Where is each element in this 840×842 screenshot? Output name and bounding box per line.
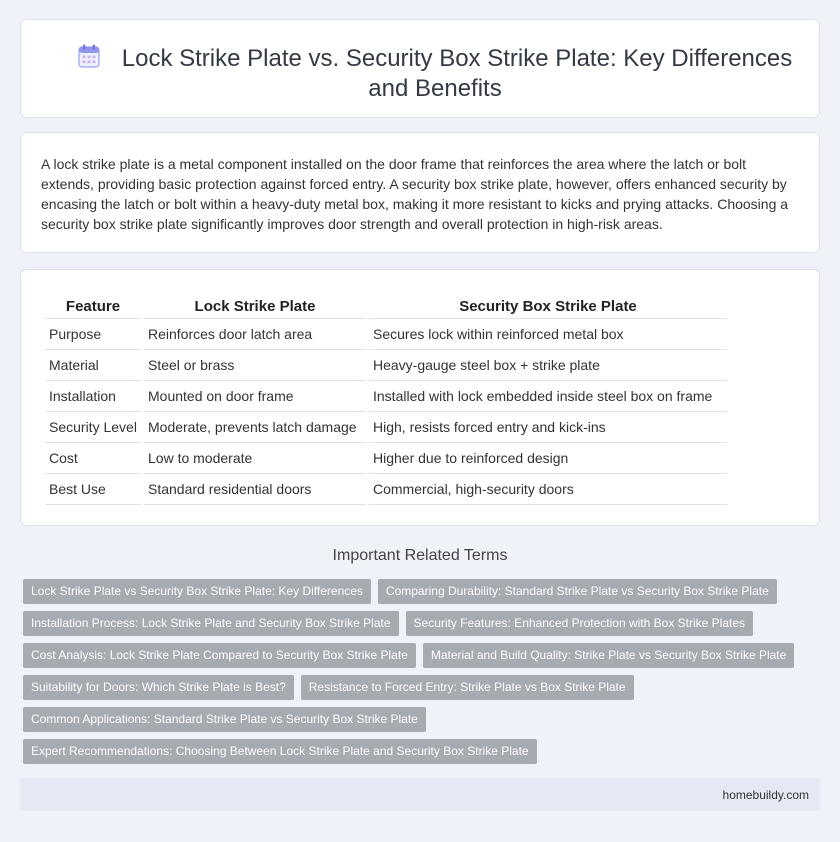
related-terms-list — [23, 579, 803, 771]
table-cell: Moderate, prevents latch damage — [144, 412, 366, 443]
table-cell: Low to moderate — [144, 443, 366, 474]
related-terms-heading: Important Related Terms — [332, 547, 508, 564]
intro-paragraph: A lock strike plate is a metal component installed on the door frame that reinforces the area where the latch or bolt extends, providing basic protection against forced entry. A security box strike plate, however, offers enhanced security by encasing the latch or bolt within a heavy-duty metal box, making it more resistant to kicks and prying attacks. Choosing a security box strike plate significantly improves door strength and overall protection in high-risk areas. — [41, 156, 789, 232]
page-title-text: Lock Strike Plate vs. Security Box Strike Plate: Key Differences and Benefits — [121, 45, 793, 102]
table-cell: High, resists forced entry and kick-ins — [369, 412, 727, 443]
related-term-tag[interactable]: Cost Analysis: Lock Strike Plate Compared to Security Box Strike Plate — [23, 643, 416, 668]
table-cell: Mounted on door frame — [144, 381, 366, 412]
header-lock-strike-plate: Lock Strike Plate — [144, 295, 366, 319]
table-cell: Cost — [45, 443, 141, 474]
table-row — [45, 319, 727, 350]
header-security-box-strike-plate: Security Box Strike Plate — [369, 295, 727, 319]
table-row — [45, 350, 727, 381]
table-cell: Commercial, high-security doors — [369, 474, 727, 505]
table-cell: Heavy-gauge steel box + strike plate — [369, 350, 727, 381]
table-cell: Standard residential doors — [144, 474, 366, 505]
table-cell: Security Level — [45, 412, 141, 443]
related-term-tag[interactable]: Common Applications: Standard Strike Plate vs Security Box Strike Plate — [23, 707, 426, 732]
page-title — [61, 44, 809, 104]
table-cell: Installation — [45, 381, 141, 412]
table-cell: Installed with lock embedded inside steel box on frame — [369, 381, 727, 412]
table-row — [45, 381, 727, 412]
comparison-table — [42, 295, 730, 505]
table-row — [45, 443, 727, 474]
footer-site-link[interactable]: homebuildy.com — [722, 788, 809, 802]
table-cell: Secures lock within reinforced metal box — [369, 319, 727, 350]
table-cell: Material — [45, 350, 141, 381]
related-term-tag[interactable]: Installation Process: Lock Strike Plate and Security Box Strike Plate — [23, 611, 399, 636]
related-term-tag[interactable]: Suitability for Doors: Which Strike Plate is Best? — [23, 675, 294, 700]
table-cell: Best Use — [45, 474, 141, 505]
related-term-tag[interactable]: Comparing Durability: Standard Strike Plate vs Security Box Strike Plate — [378, 579, 777, 604]
header-card — [20, 19, 820, 118]
table-cell: Purpose — [45, 319, 141, 350]
related-term-tag[interactable]: Expert Recommendations: Choosing Between Lock Strike Plate and Security Box Strike Plate — [23, 739, 537, 764]
table-cell: Reinforces door latch area — [144, 319, 366, 350]
related-term-tag[interactable]: Resistance to Forced Entry: Strike Plate vs Box Strike Plate — [301, 675, 634, 700]
related-term-tag[interactable]: Material and Build Quality: Strike Plate vs Security Box Strike Plate — [423, 643, 794, 668]
table-cell: Steel or brass — [144, 350, 366, 381]
footer-bar — [20, 778, 820, 811]
header-feature: Feature — [45, 295, 141, 319]
table-row — [45, 474, 727, 505]
comparison-card — [20, 269, 820, 526]
intro-card — [20, 132, 820, 253]
table-row — [45, 412, 727, 443]
table-header-row — [45, 295, 727, 319]
calendar-icon — [78, 44, 100, 68]
related-term-tag[interactable]: Lock Strike Plate vs Security Box Strike Plate: Key Differences — [23, 579, 371, 604]
related-term-tag[interactable]: Security Features: Enhanced Protection with Box Strike Plates — [406, 611, 754, 636]
table-cell: Higher due to reinforced design — [369, 443, 727, 474]
